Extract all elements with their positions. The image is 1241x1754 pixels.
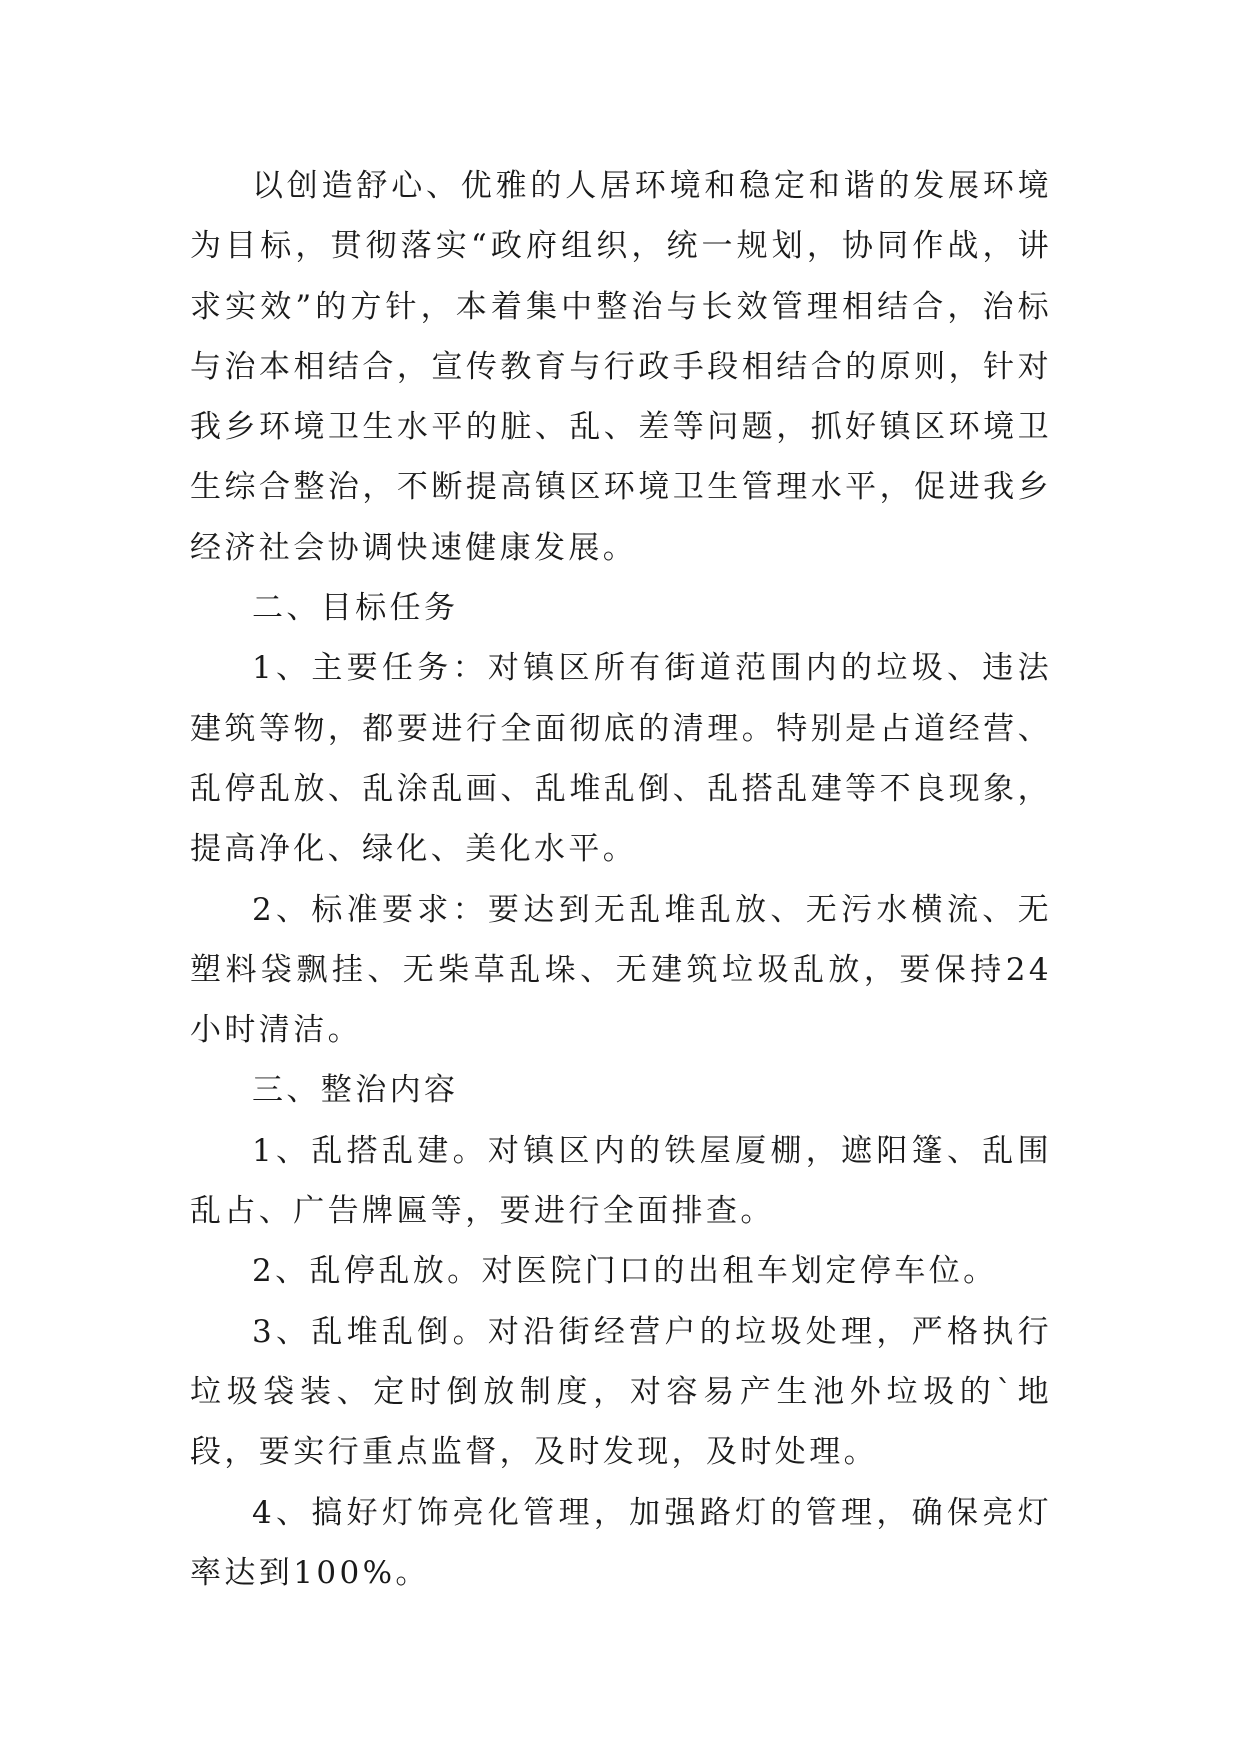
section-heading-contents: 三、整治内容 (252, 1072, 459, 1109)
paragraph-garbage: 3、乱堆乱倒。对沿街经营户的垃圾处理，严格执行垃圾袋装、定时倒放制度，对容易产生池外垃圾的`地段，要实行重点监督，及时发现，及时处理。 (190, 1313, 1052, 1471)
paragraph-parking: 2、乱停乱放。对医院门口的出租车划定停车位。 (252, 1253, 998, 1290)
paragraph-standards: 2、标准要求：要达到无乱堆乱放、无污水横流、无塑料袋飘挂、无柴草乱垛、无建筑垃圾乱放，要保持24小时清洁。 (190, 891, 1052, 1049)
document-body (190, 156, 1052, 1603)
paragraph-main-tasks: 1、主要任务：对镇区所有街道范围内的垃圾、违法建筑等物，都要进行全面彻底的清理。特别是占道经营、乱停乱放、乱涂乱画、乱堆乱倒、乱搭乱建等不良现象，提高净化、绿化、美化水平。 (190, 650, 1052, 868)
paragraph-illegal-construction: 1、乱搭乱建。对镇区内的铁屋厦棚，遮阳篷、乱围乱占、广告牌匾等，要进行全面排查。 (190, 1132, 1052, 1230)
section-heading-goals: 二、目标任务 (252, 590, 459, 627)
paragraph-lighting: 4、搞好灯饰亮化管理，加强路灯的管理，确保亮灯率达到100%。 (190, 1494, 1052, 1591)
paragraph-intro: 以创造舒心、优雅的人居环境和稳定和谐的发展环境为目标，贯彻落实“政府组织，统一规划，协同作战，讲求实效”的方针，本着集中整治与长效管理相结合，治标与治本相结合，宣传教育与行政手段相结合的原则，针对我乡环境卫生水平的脏、乱、差等问题，抓好镇区环境卫生综合整治，不断提高镇区环境卫生管理水平，促进我乡经济社会协调快速健康发展。 (190, 168, 1052, 566)
